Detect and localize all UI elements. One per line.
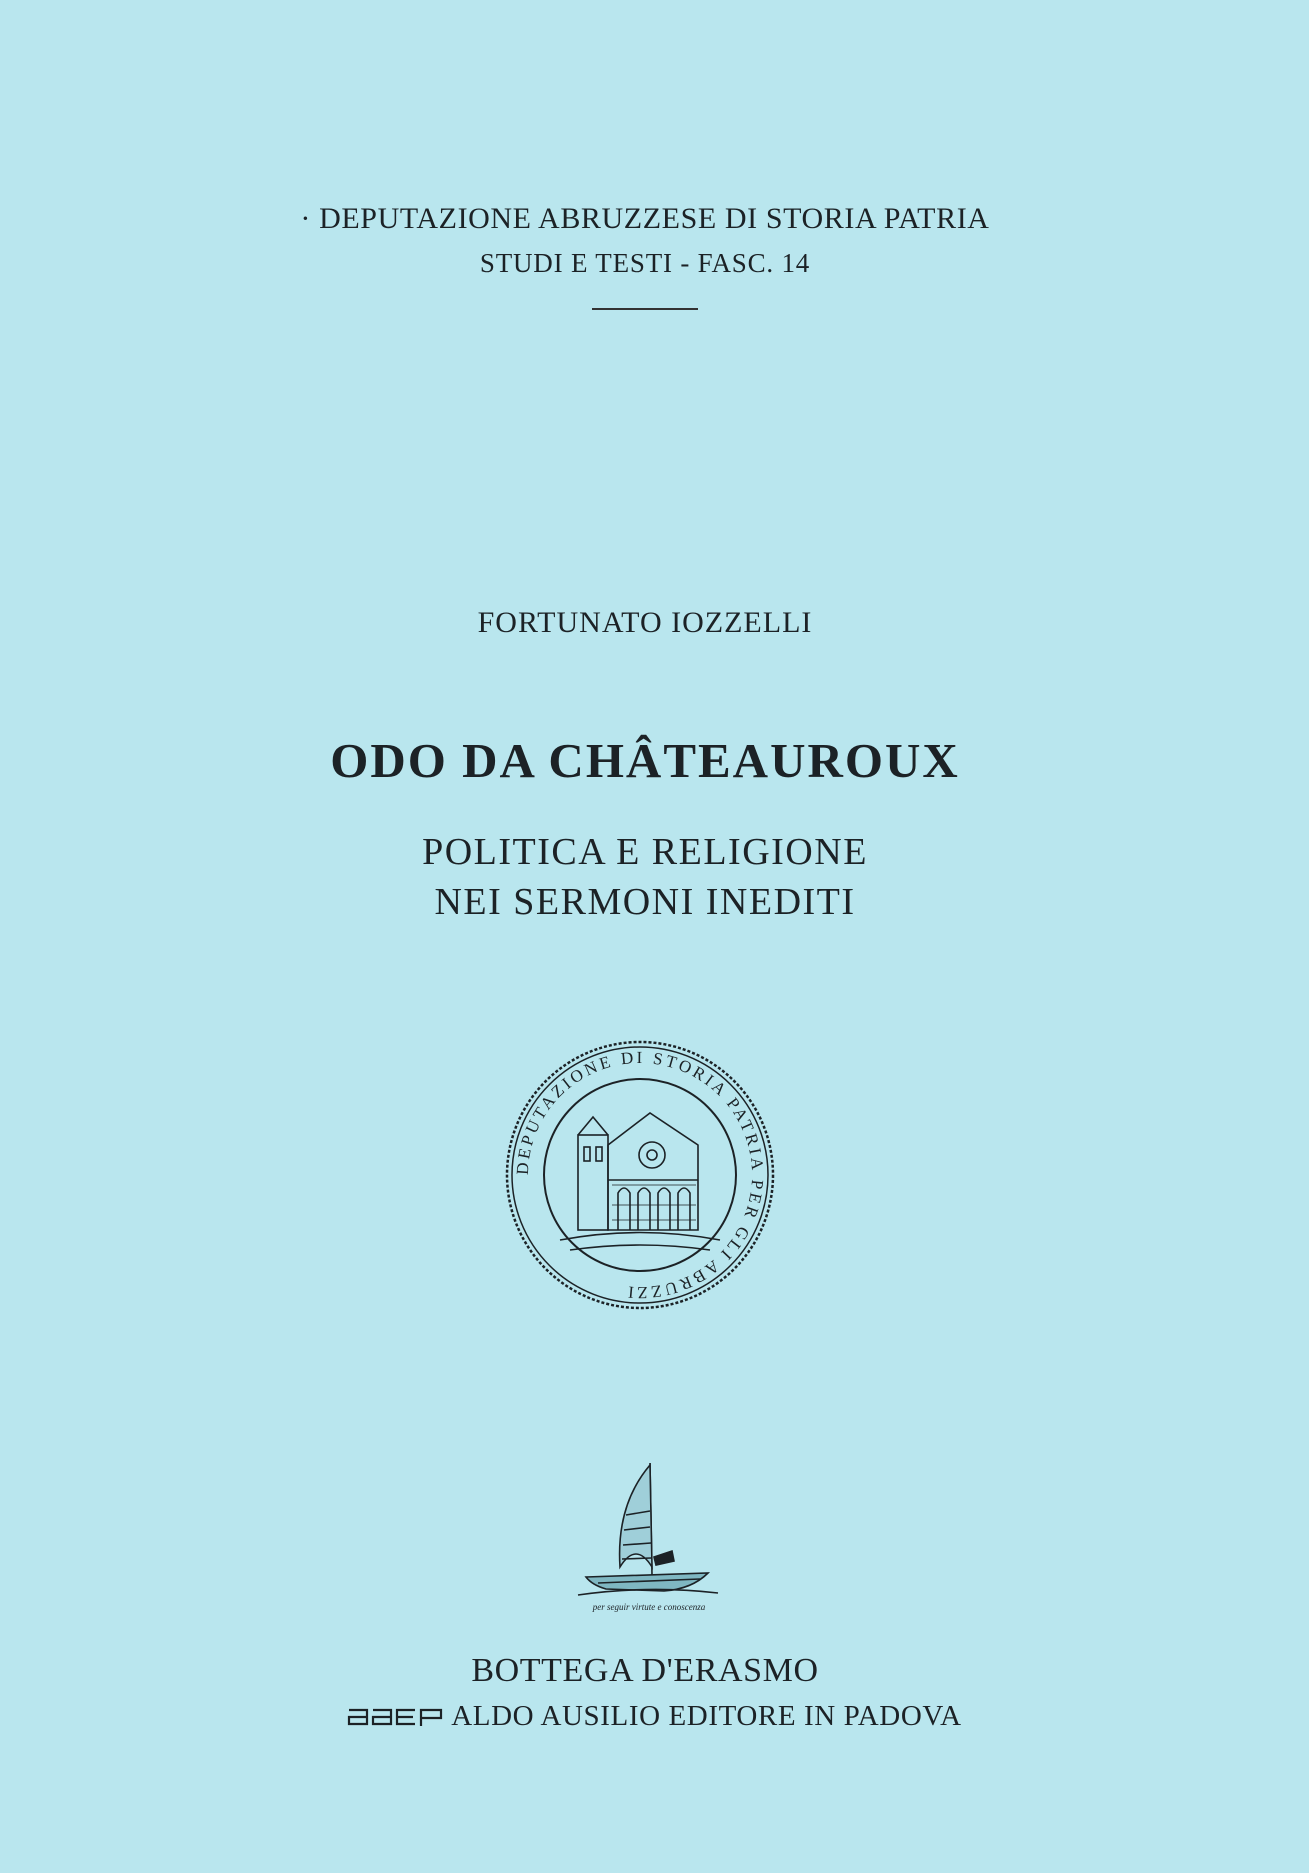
ship-motto: per seguir virtute e conoscenza xyxy=(592,1602,706,1612)
aaep-logo-icon xyxy=(347,1706,445,1728)
svg-text:DEPUTAZIONE DI STORIA PATRIA P xyxy=(513,1048,767,1302)
book-title: ODO DA CHÂTEAUROUX xyxy=(330,733,960,788)
series-title: · DEPUTAZIONE ABRUZZESE DI STORIA PATRIA xyxy=(300,202,990,235)
book-subtitle-line-1: POLITICA E RELIGIONE xyxy=(422,831,868,873)
series-volume: STUDI E TESTI - FASC. 14 xyxy=(479,248,811,278)
book-subtitle-line-2: NEI SERMONI INEDITI xyxy=(434,881,856,923)
publisher-imprint xyxy=(0,1700,1309,1733)
deputation-seal-icon xyxy=(500,1035,780,1315)
publisher-name: BOTTEGA D'ERASMO xyxy=(471,1652,819,1689)
sailing-ship-icon xyxy=(568,1455,730,1615)
seal-inscription: DEPUTAZIONE DI STORIA PATRIA PER GLI ABRUZZI xyxy=(512,1047,768,1303)
publisher-imprint-text: ALDO AUSILIO EDITORE IN PADOVA xyxy=(451,1700,962,1732)
author-name: FORTUNATO IOZZELLI xyxy=(477,606,813,639)
divider-rule xyxy=(592,308,698,310)
